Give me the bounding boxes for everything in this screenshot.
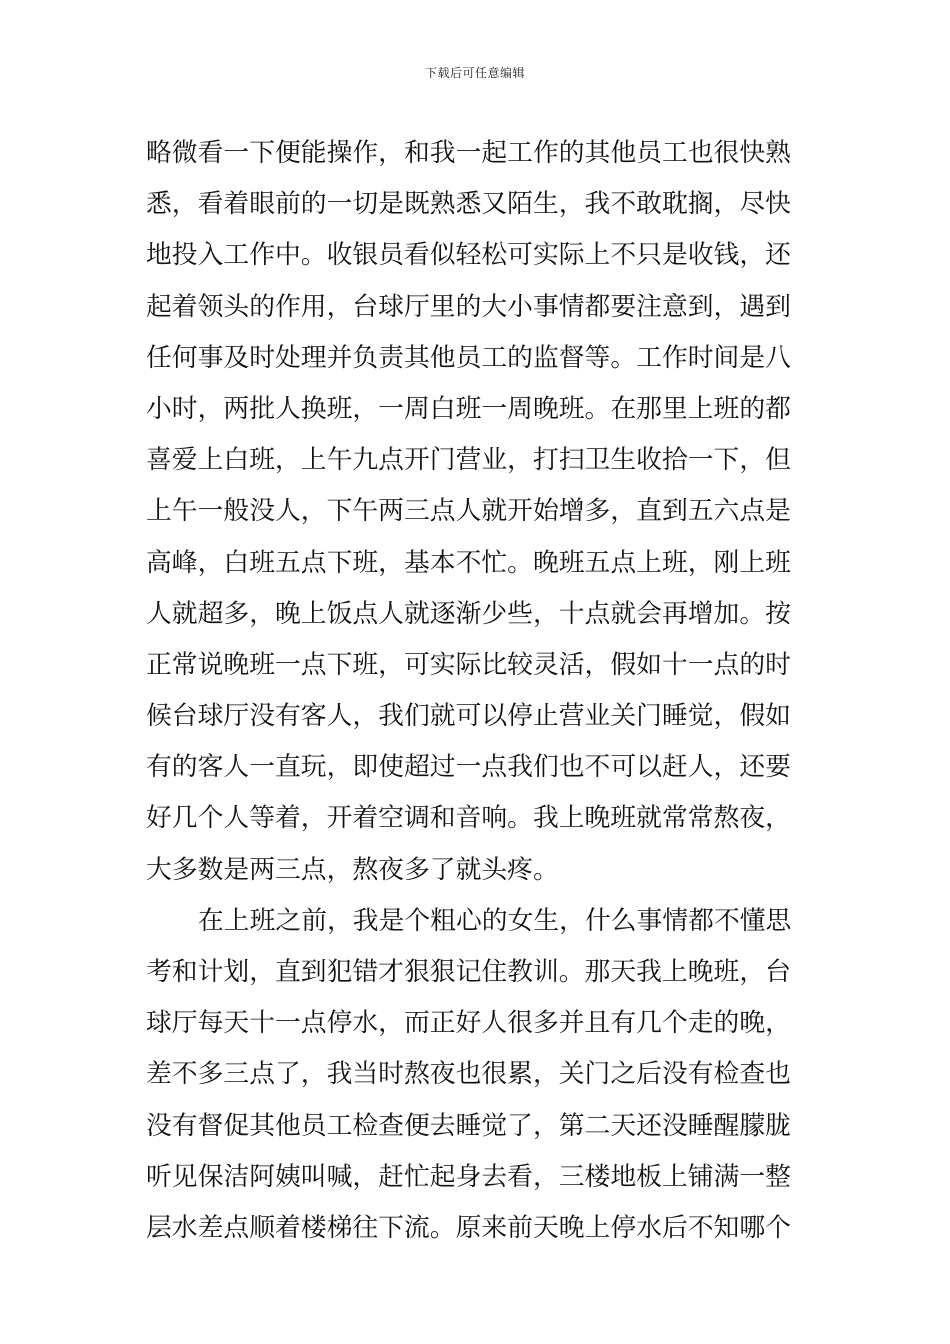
text-line: 有的客人一直玩，即使超过一点我们也不可以赶人，还要 — [146, 752, 791, 783]
text-line: 候台球厅没有客人，我们就可以停止营业关门睡觉，假如 — [146, 701, 791, 732]
text-line: 在上班之前，我是个粗心的女生，什么事情都不懂思 — [198, 905, 792, 936]
text-line: 听见保洁阿姨叫喊，赶忙起身去看，三楼地板上铺满一整 — [146, 1161, 791, 1192]
text-line: 考和计划，直到犯错才狠狠记住教训。那天我上晚班，台 — [146, 957, 791, 987]
text-line: 层水差点顺着楼梯往下流。原来前天晚上停水后不知哪个 — [146, 1212, 791, 1243]
text-line: 球厅每天十一点停水，而正好人很多并且有几个走的晚， — [146, 1008, 791, 1039]
text-line: 上午一般没人，下午两三点人就开始增多，直到五六点是 — [146, 496, 791, 527]
text-line: 人就超多，晚上饭点人就逐渐少些，十点就会再增加。按 — [146, 598, 791, 629]
text-line: 喜爱上白班，上午九点开门营业，打扫卫生收拾一下，但 — [146, 445, 791, 476]
body-text — [146, 128, 816, 1254]
text-line: 地投入工作中。收银员看似轻松可实际上不只是收钱，还 — [146, 240, 791, 271]
text-line: 好几个人等着，开着空调和音响。我上晚班就常常熬夜， — [146, 803, 791, 834]
text-line: 起着领头的作用，台球厅里的大小事情都要注意到，遇到 — [146, 291, 791, 322]
text-line: 高峰，白班五点下班，基本不忙。晚班五点上班，刚上班 — [146, 547, 791, 578]
text-line: 悉，看着眼前的一切是既熟悉又陌生，我不敢耽搁，尽快 — [146, 189, 791, 220]
text-line: 正常说晚班一点下班，可实际比较灵活，假如十一点的时 — [146, 649, 791, 680]
text-line: 差不多三点了，我当时熬夜也很累，关门之后没有检查也 — [146, 1059, 791, 1090]
text-line: 略微看一下便能操作，和我一起工作的其他员工也很快熟 — [146, 138, 791, 168]
paragraph — [146, 128, 816, 896]
text-line: 大多数是两三点，熬夜多了就头疼。 — [146, 854, 559, 885]
text-line: 小时，两批人换班，一周白班一周晚班。在那里上班的都 — [146, 393, 791, 424]
page-header: 下载后可任意编辑 — [424, 66, 525, 80]
text-line: 任何事及时处理并负责其他员工的监督等。工作时间是八 — [146, 342, 791, 373]
text-line: 没有督促其他员工检查便去睡觉了，第二天还没睡醒朦胧 — [146, 1110, 791, 1141]
paragraph — [146, 896, 816, 1254]
